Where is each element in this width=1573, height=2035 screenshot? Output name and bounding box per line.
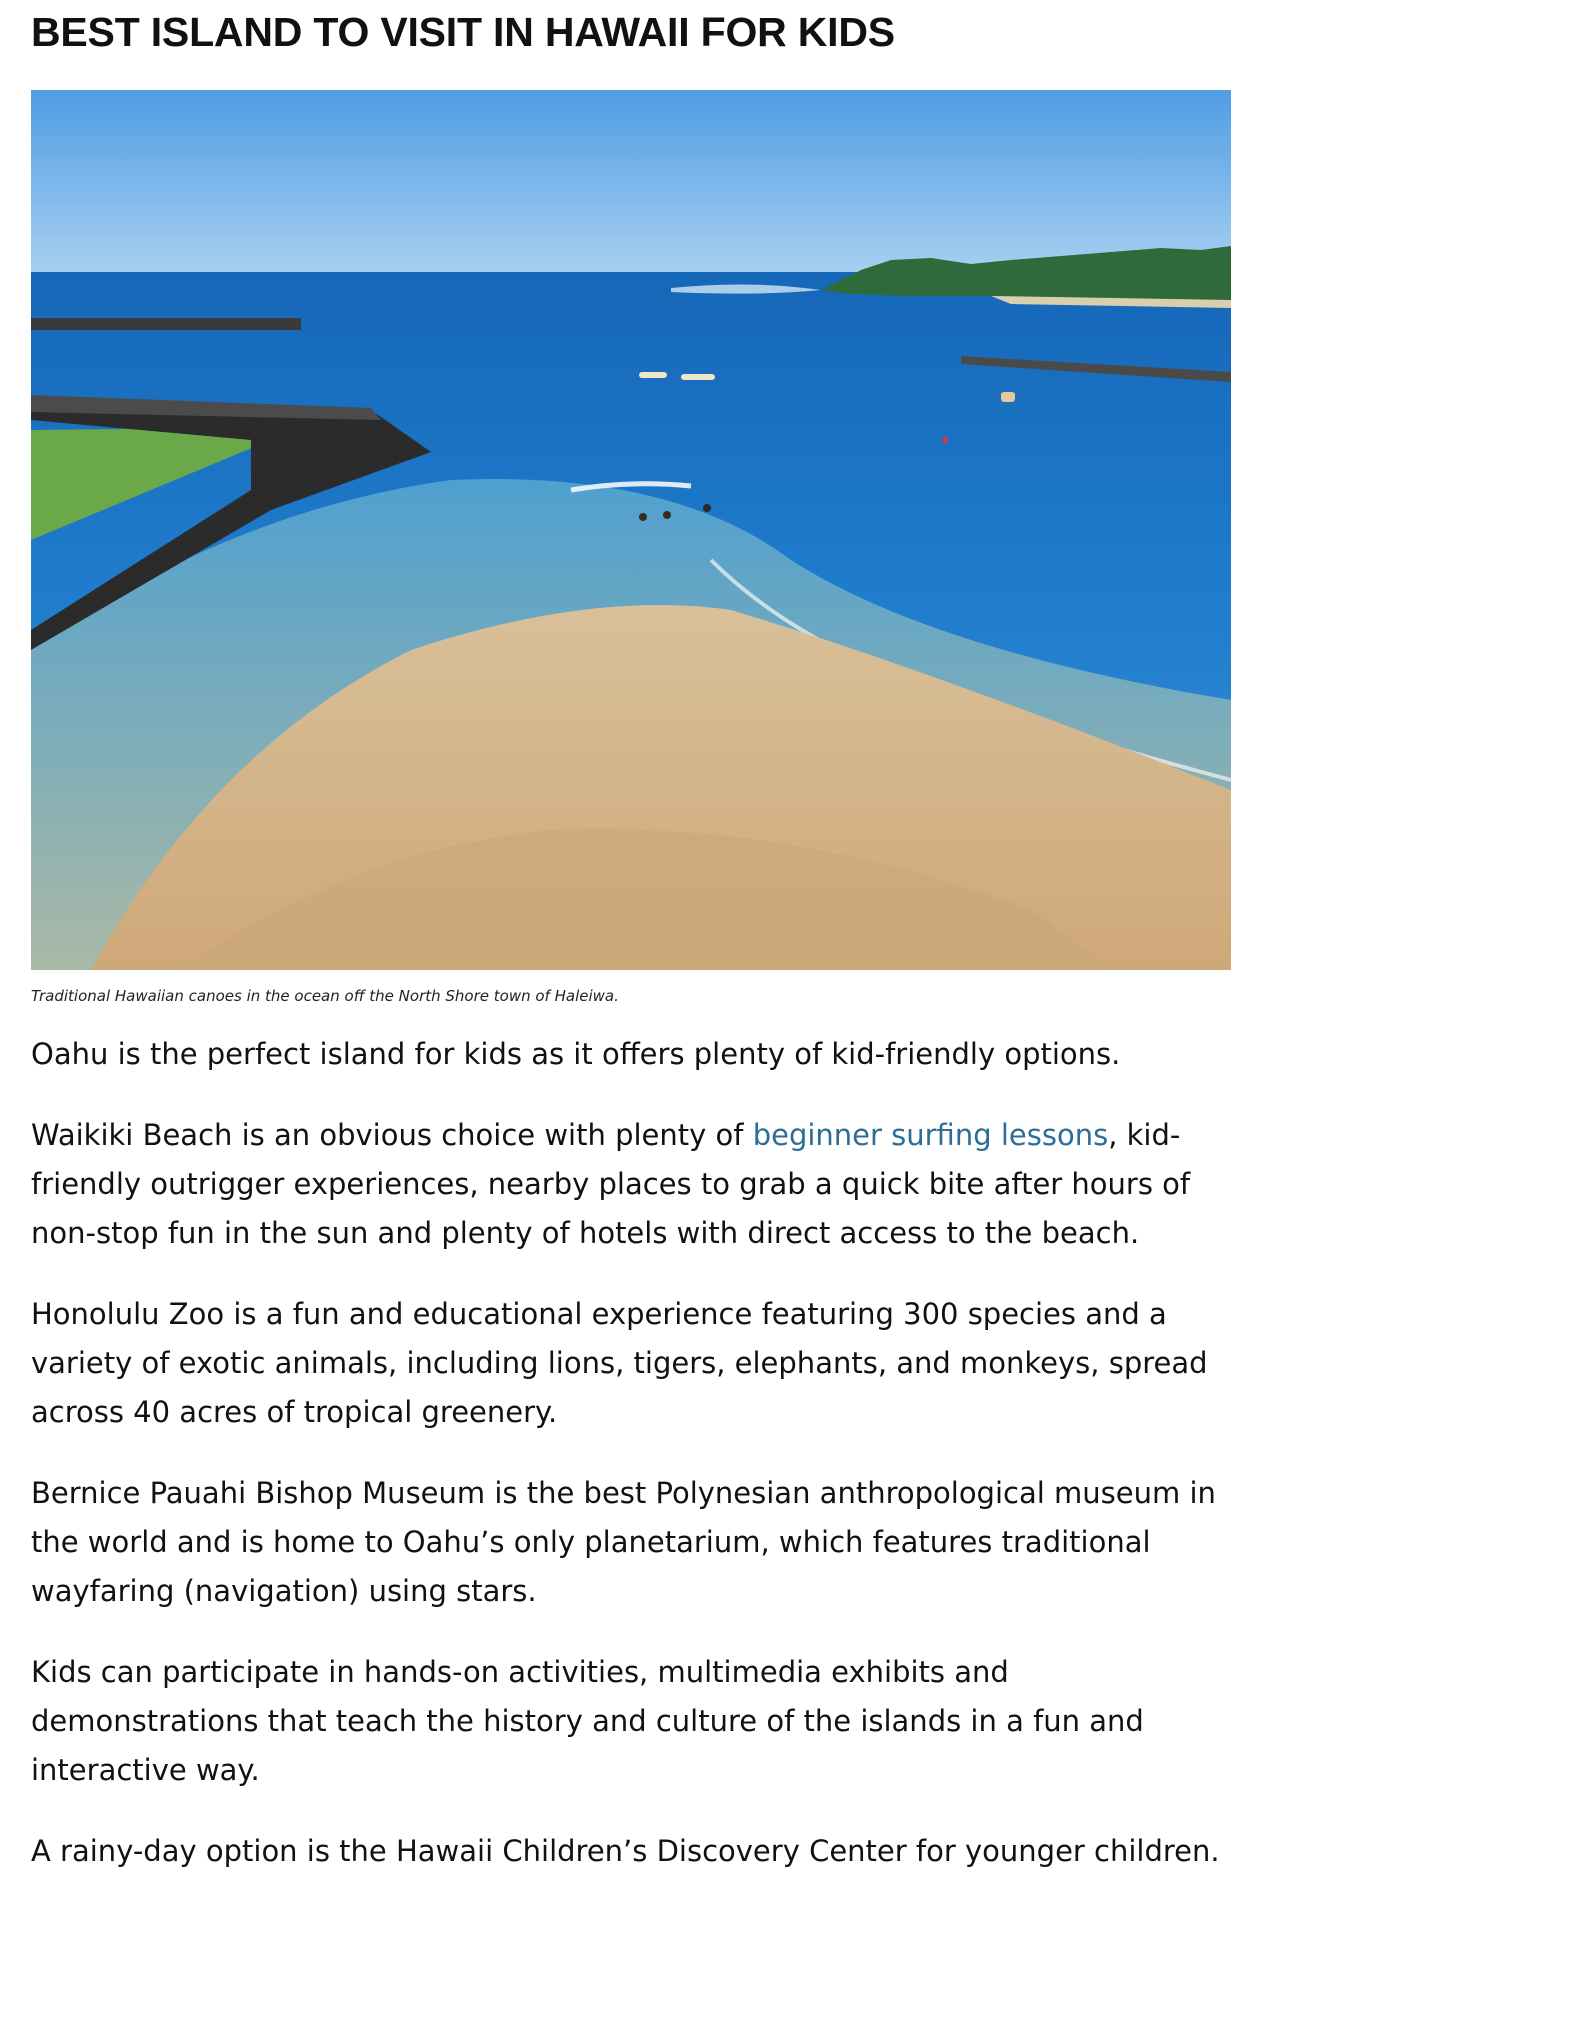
article-title: BEST ISLAND TO VISIT IN HAWAII FOR KIDS xyxy=(31,9,895,55)
paragraph-discovery-center: A rainy-day option is the Hawaii Children’s Discovery Center for younger children. xyxy=(31,1834,1220,1868)
paragraph-oahu: Oahu is the perfect island for kids as it offers plenty of kid-friendly options. xyxy=(31,1037,1121,1071)
paragraph-waikiki xyxy=(31,1111,1231,1258)
paragraph-waikiki-text-start: Waikiki Beach is an obvious choice with plenty of xyxy=(31,1118,753,1152)
article xyxy=(31,0,1231,1908)
beach-photo xyxy=(31,90,1231,970)
paragraph-kids-activities: Kids can participate in hands-on activities, multimedia exhibits and demonstrations that teach the history and culture of the islands in a fun and interactive way. xyxy=(31,1655,1144,1787)
article-body xyxy=(31,1030,1231,1876)
paragraph-honolulu-zoo: Honolulu Zoo is a fun and educational experience featuring 300 species and a variety of exotic animals, including lions, tigers, elephants, and monkeys, spread across 40 acres of tropical greenery. xyxy=(31,1297,1208,1429)
paragraph-waikiki-text-end: , kid-friendly outrigger experiences, nearby places to grab a quick bite after hours of non-stop fun in the sun and plenty of hotels with direct access to the beach. xyxy=(31,1118,1191,1250)
beginner-surfing-lessons-link[interactable]: beginner surfing lessons xyxy=(752,1118,1109,1152)
image-caption: Traditional Hawaiian canoes in the ocean off the North Shore town of Haleiwa. xyxy=(31,987,619,1005)
paragraph-bishop-museum: Bernice Pauahi Bishop Museum is the best Polynesian anthropological museum in the world and is home to Oahu’s only planetarium, which features traditional wayfaring (navigation) using stars. xyxy=(31,1476,1216,1608)
